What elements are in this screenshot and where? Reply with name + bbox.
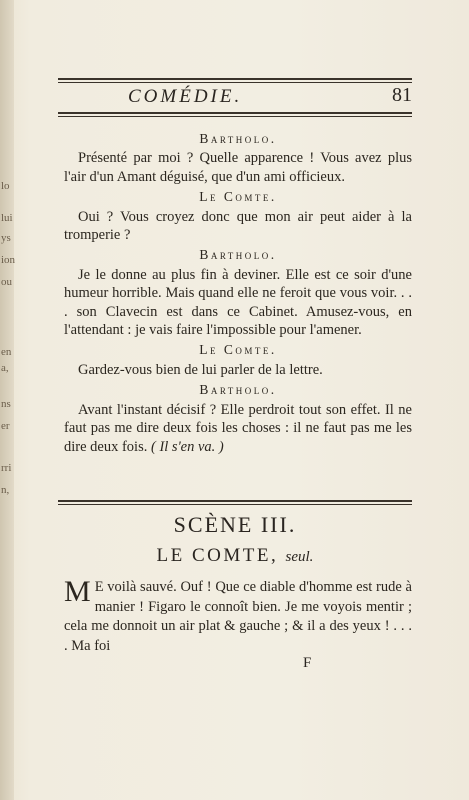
drop-cap: M (64, 575, 91, 608)
speech: Oui ? Vous croyez donc que mon air peut aider à la tromperie ? (64, 208, 412, 244)
speaker-name: Bartholo. (199, 247, 277, 263)
dialogue-block (64, 128, 412, 456)
margin-fragment: lo (1, 180, 10, 192)
margin-fragment: lui (1, 212, 13, 224)
header-bottom-rule (58, 112, 412, 117)
monologue (64, 575, 412, 656)
speaker-name: Bartholo. (199, 382, 277, 398)
scene-title: SCÈNE III. (173, 512, 297, 537)
margin-fragment: ou (1, 276, 12, 288)
monologue-text: E voilà sauvé. Ouf ! Que ce diable d'homme est rude à manier ! Figaro le connoît bien. Je me voyois mentir ; cela me donnoit un air plat & gauche ; & il a des yeux ! . . . . Ma foi (64, 579, 412, 654)
margin-fragment: er (1, 420, 10, 432)
speech (64, 401, 412, 456)
speaker-name: Le Comte. (199, 342, 277, 358)
scene-divider-rule (58, 500, 412, 505)
margin-fragment: a, (1, 362, 9, 374)
scene-speaker (58, 545, 412, 567)
margin-fragment: ns (1, 398, 11, 410)
stage-direction: ( Il s'en va. ) (150, 438, 224, 455)
page-number: 81 (392, 84, 412, 106)
running-title: COMÉDIE. (128, 86, 243, 107)
margin-fragment: ion (1, 254, 16, 266)
signature-mark: F (303, 655, 312, 671)
facing-page-edge (0, 0, 14, 800)
speech: Gardez-vous bien de lui parler de la lettre. (78, 361, 323, 378)
speaker-name: Bartholo. (199, 131, 277, 146)
header-top-rule (58, 78, 412, 83)
speech-text: Avant l'instant décisif ? Elle perdroit tout son effet. Il ne faut pas me dire deux fois les choses : il ne faut pas me les dire deux fois. (64, 401, 412, 455)
margin-fragment: n, (1, 484, 10, 496)
margin-fragment: en (1, 346, 12, 358)
scene-speaker-name: LE COMTE, (156, 545, 279, 566)
margin-fragment: rri (1, 462, 12, 474)
speech: Je le donne au plus fin à deviner. Elle est ce soir d'une humeur horrible. Mais quand elle ne feroit que vous voir. . . . son Clavecin est dans ce Cabinet. Amusez-vous, en l'attendant : je vais faire l'impossible pour l'amener. (64, 266, 412, 339)
running-header (58, 86, 412, 108)
scene-speaker-note: seul. (285, 549, 314, 565)
speaker-name: Le Comte. (199, 189, 277, 205)
margin-fragment: ys (1, 232, 11, 244)
speech: Présenté par moi ? Quelle apparence ! Vous avez plus l'air d'un Amant déguisé, que d'un ami officieux. (64, 150, 412, 185)
